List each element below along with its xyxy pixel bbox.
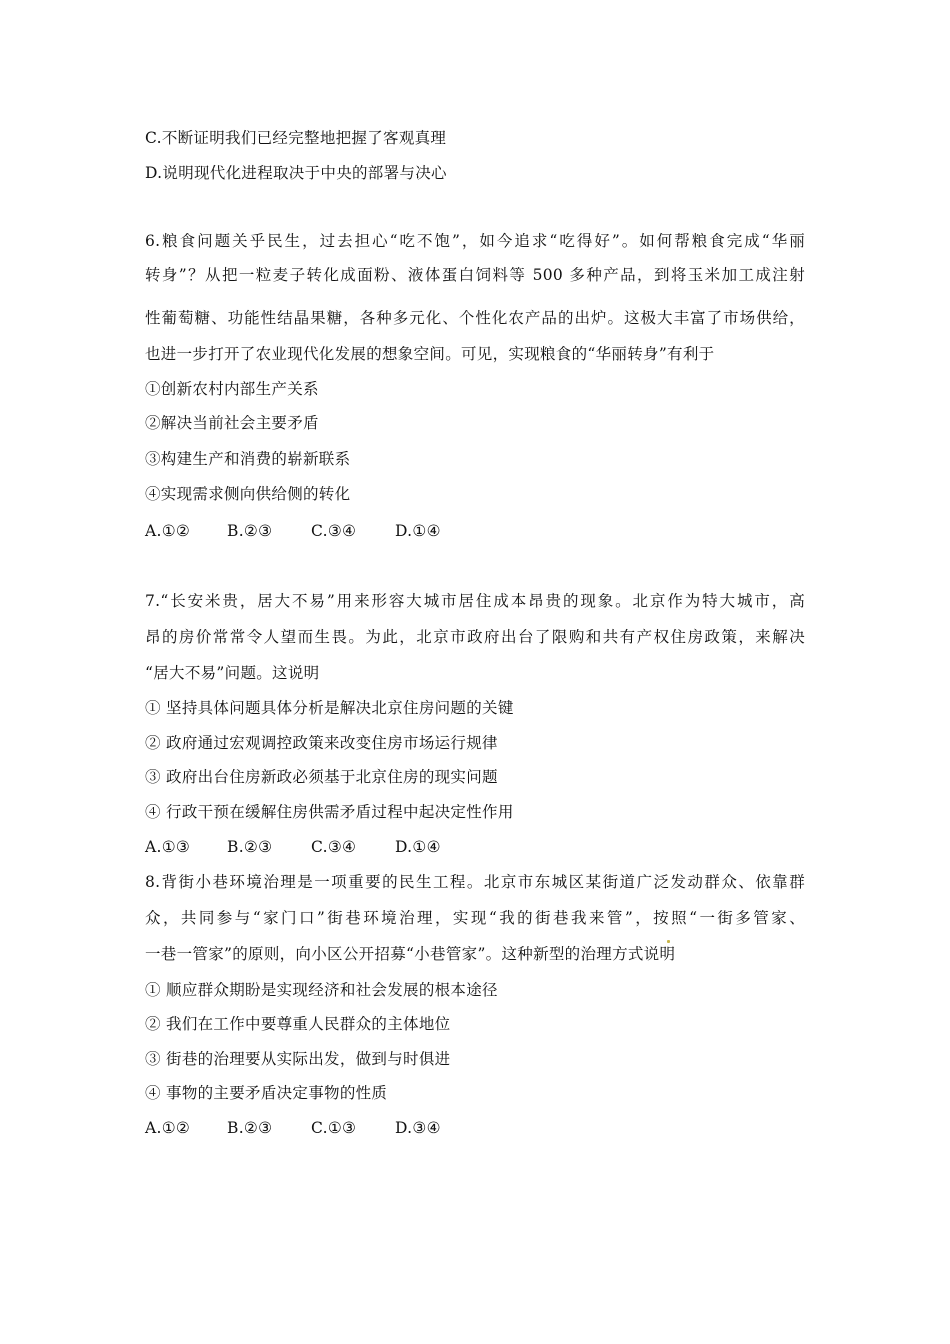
q7-choices [145,837,475,857]
q6-stem-line-3: 性葡萄糖、功能性结晶果糖，各种多元化、个性化农产品的出炉。这极大丰富了市场供给， [145,309,805,327]
q7-stem-line-2: 昂的房价常常令人望而生畏。为此，北京市政府出台了限购和共有产权住房政策，来解决 [145,628,805,646]
q5-option-d: D.说明现代化进程取决于中央的部署与决心 [145,164,447,182]
q7-choice-b: B.②③ [227,838,273,856]
q6-stem-line-1: 6.粮食问题关乎民生，过去担心“吃不饱”，如今追求“吃得好”。如何帮粮食完成“华丽 [145,232,805,250]
q8-item-4: ④ 事物的主要矛盾决定事物的性质 [145,1084,388,1102]
q8-choice-b: B.②③ [227,1119,273,1137]
scan-speck [667,940,670,943]
q6-choice-b: B.②③ [227,522,273,540]
q6-stem-line-2: 转身”？从把一粒麦子转化成面粉、液体蛋白饲料等 500 多种产品，到将玉米加工成注射 [145,266,805,284]
q7-stem-line-1: 7.“长安米贵，居大不易”用来形容大城市居住成本昂贵的现象。北京作为特大城市，高 [145,592,805,610]
q6-choice-a: A.①② [145,522,191,540]
q7-item-4: ④ 行政干预在缓解住房供需矛盾过程中起决定性作用 [145,803,514,821]
q7-choice-d: D.①④ [395,838,441,856]
q8-item-2: ② 我们在工作中要尊重人民群众的主体地位 [145,1015,451,1033]
q8-item-1: ① 顺应群众期盼是实现经济和社会发展的根本途径 [145,981,498,999]
q8-item-3: ③ 街巷的治理要从实际出发，做到与时俱进 [145,1050,451,1068]
q8-choice-d: D.③④ [395,1119,441,1137]
q7-item-3: ③ 政府出台住房新政必须基于北京住房的现实问题 [145,768,498,786]
q6-item-2: ②解决当前社会主要矛盾 [145,414,319,432]
q7-choice-a: A.①③ [145,838,191,856]
q8-choices [145,1118,475,1138]
q8-choice-c: C.①③ [311,1119,357,1137]
q6-item-1: ①创新农村内部生产关系 [145,380,319,398]
q7-choice-c: C.③④ [311,838,357,856]
q6-item-3: ③构建生产和消费的崭新联系 [145,450,351,468]
q8-stem-line-1: 8.背街小巷环境治理是一项重要的民生工程。北京市东城区某街道广泛发动群众、依靠群 [145,873,805,891]
q8-choice-a: A.①② [145,1119,191,1137]
q6-item-4: ④实现需求侧向供给侧的转化 [145,485,351,503]
q5-option-c: C.不断证明我们已经完整地把握了客观真理 [145,129,447,147]
q7-item-2: ② 政府通过宏观调控政策来改变住房市场运行规律 [145,734,498,752]
q7-stem-line-3: “居大不易”问题。这说明 [145,664,320,682]
q8-stem-line-2: 众，共同参与“家门口”街巷环境治理，实现“我的街巷我来管”，按照“一街多管家、 [145,909,805,927]
q7-item-1: ① 坚持具体问题具体分析是解决北京住房问题的关键 [145,699,514,717]
q6-stem-line-4: 也进一步打开了农业现代化发展的想象空间。可见，实现粮食的“华丽转身”有利于 [145,345,715,363]
q6-choice-c: C.③④ [311,522,357,540]
q8-stem-line-3: 一巷一管家”的原则，向小区公开招募“小巷管家”。这种新型的治理方式说明 [145,945,676,963]
q6-choices [145,521,475,541]
q6-choice-d: D.①④ [395,522,441,540]
